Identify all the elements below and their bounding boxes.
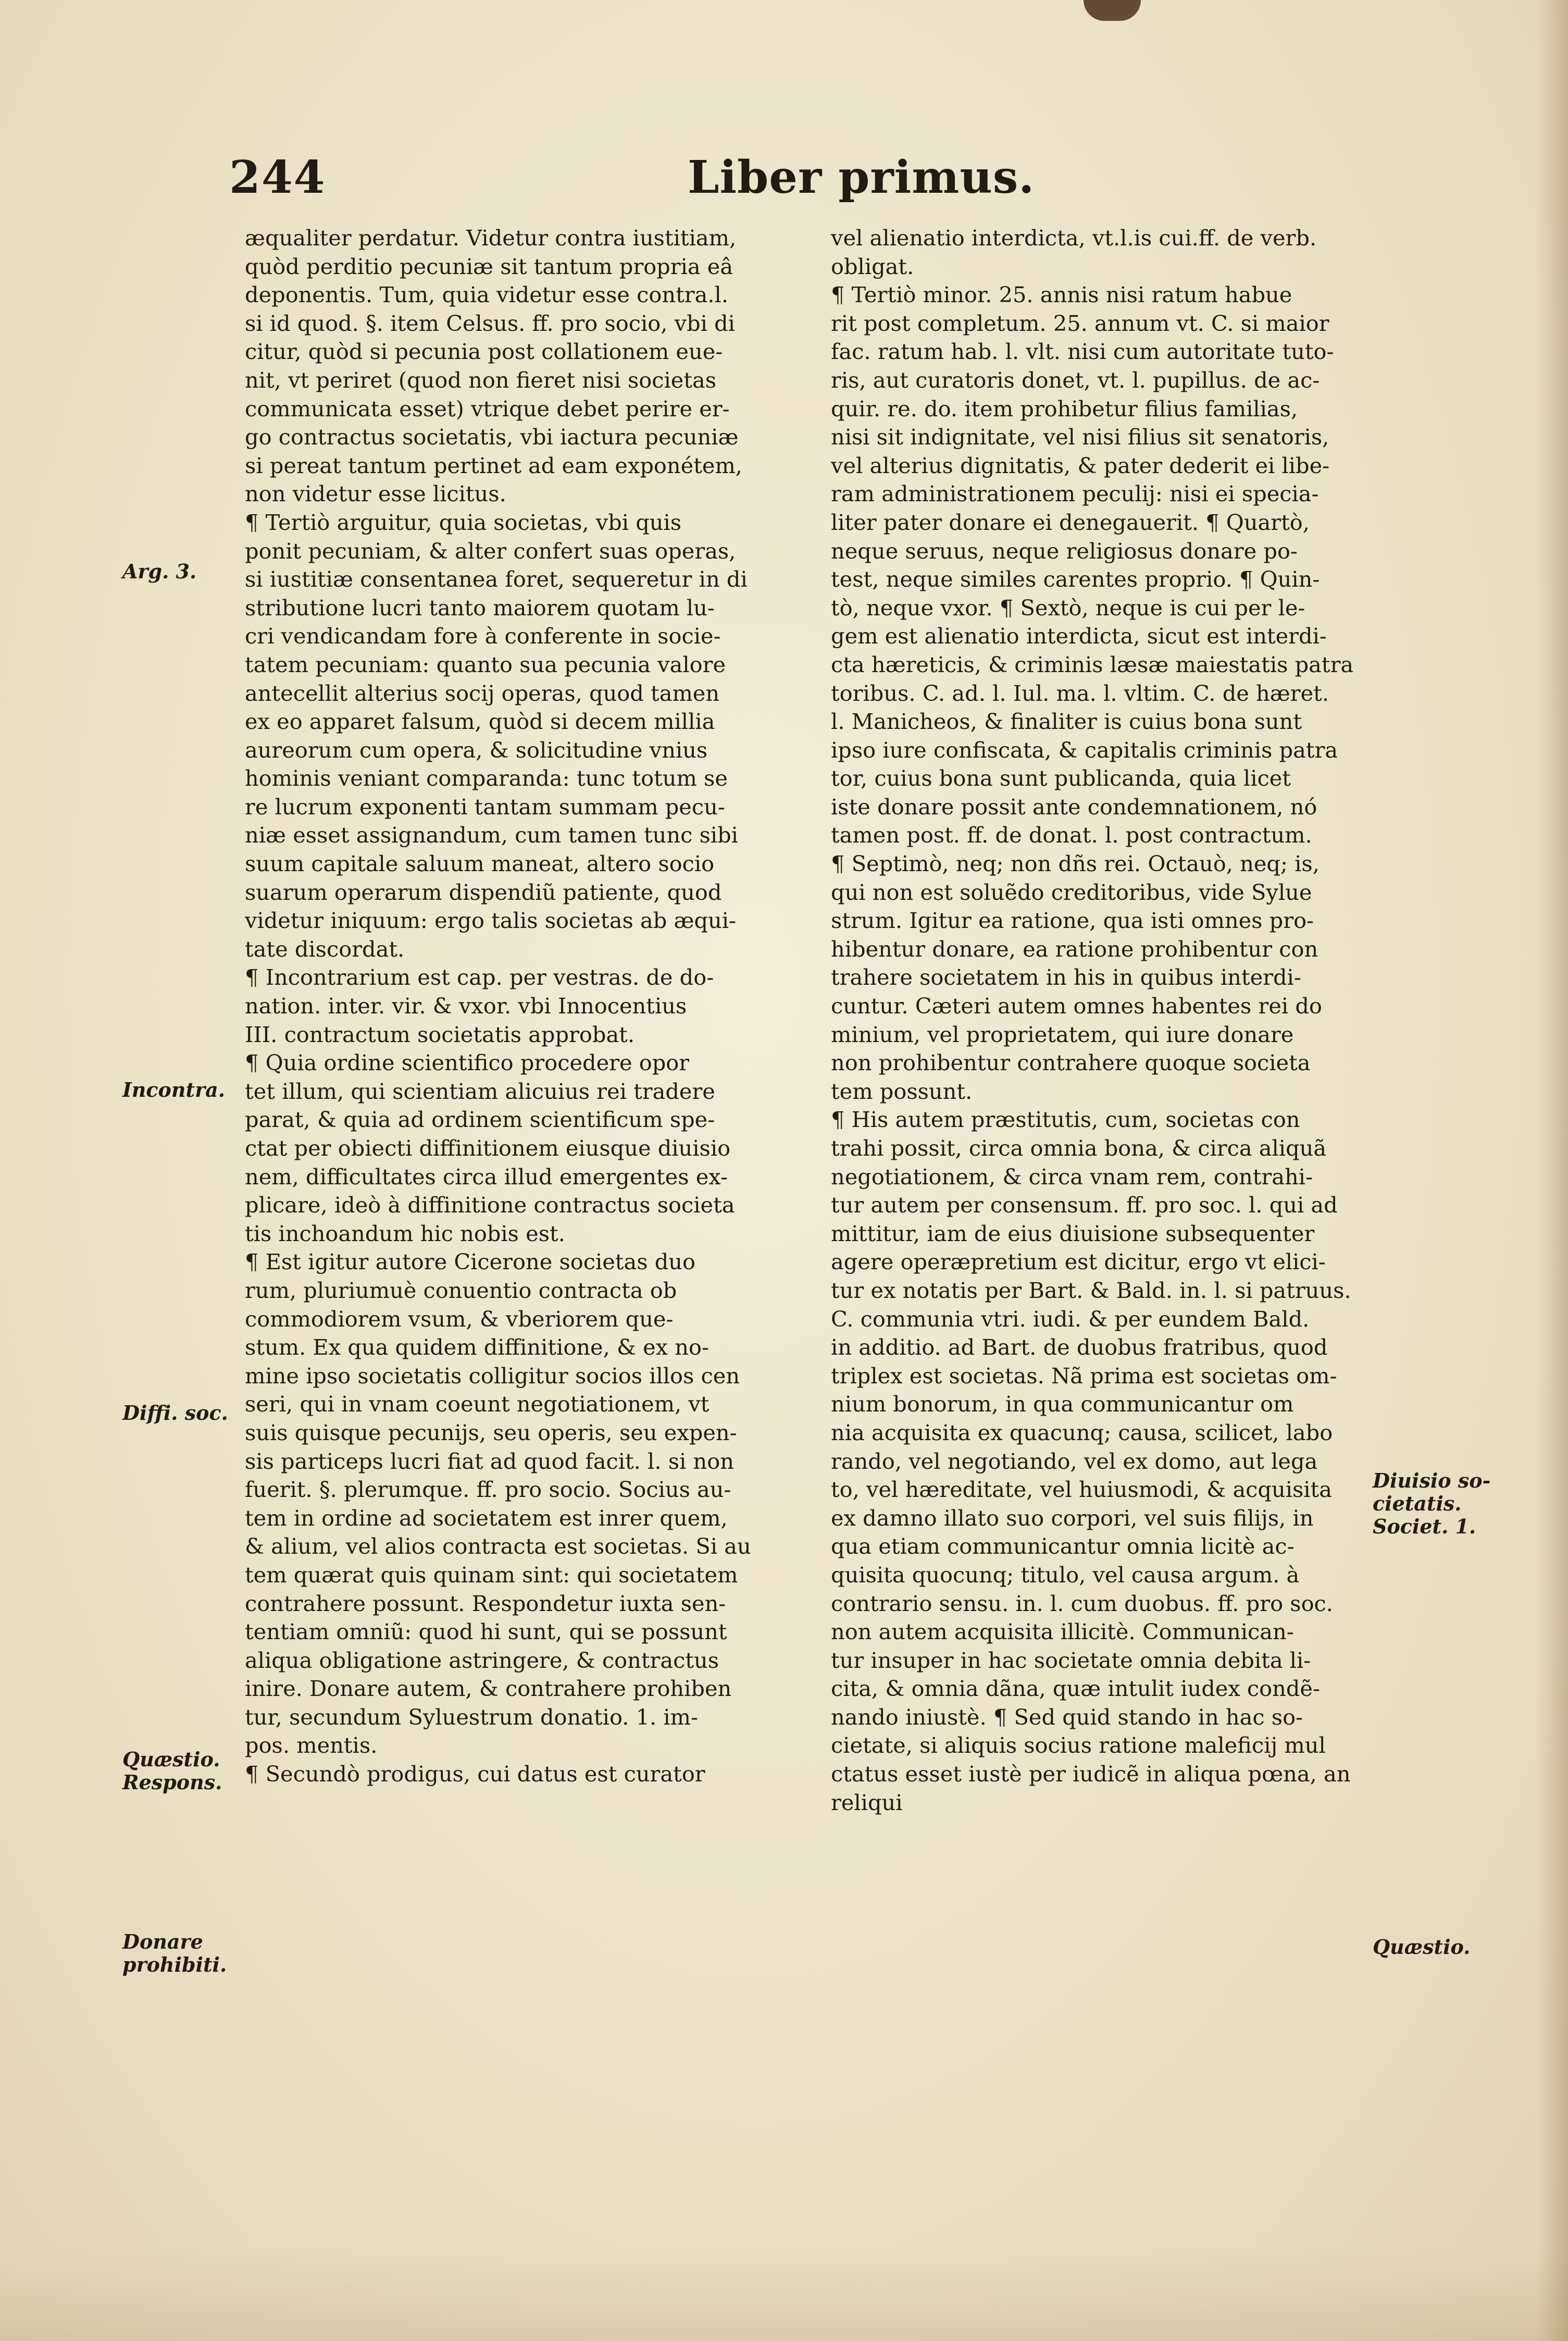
text-line: ¶ His autem præstitutis, cum, societas con: [831, 1107, 1300, 1133]
text-line: sis particeps lucri fiat ad quod facit. l. si non: [245, 1448, 734, 1474]
text-line: qua etiam communicantur omnia licitè ac-: [831, 1533, 1295, 1559]
text-line: nit, vt periret (quod non fieret nisi societas: [245, 367, 717, 393]
text-line: ¶ Septimò, neq; non dñs rei. Octauò, neq; is,: [831, 851, 1320, 877]
text-line: quir. re. do. item prohibetur filius familias,: [831, 395, 1298, 422]
text-line: ¶ Quia ordine scientifico procedere opor: [245, 1050, 690, 1076]
text-line: mine ipso societatis colligitur socios illos cen: [245, 1363, 740, 1389]
margin-note-diuisio-societatis: Diuisio so- cietatis. Societ. 1.: [1373, 1469, 1491, 1538]
text-line: parat, & quia ad ordinem scientificum spe-: [245, 1107, 715, 1133]
text-line: inire. Donare autem, & contrahere prohiben: [245, 1676, 732, 1702]
text-line: æqualiter perdatur. Videtur contra iustitiam,: [245, 225, 737, 251]
ink-stain: [1084, 0, 1141, 21]
text-line: tem quærat quis quinam sint: qui societatem: [245, 1562, 738, 1588]
text-line: ¶ Secundò prodigus, cui datus est curator: [245, 1761, 705, 1787]
text-line: tem in ordine ad societatem est inrer quem,: [245, 1505, 728, 1531]
text-line: nia acquisita ex quacunq; causa, scilicet, labo: [831, 1419, 1333, 1445]
text-line: agere operæpretium est dicitur, ergo vt elici-: [831, 1249, 1326, 1275]
text-line: nem, difficultates circa illud emergentes ex-: [245, 1163, 728, 1190]
text-line: qui non est soluẽdo creditoribus, vide Sylue: [831, 879, 1312, 905]
left-text-column: [245, 224, 751, 1789]
text-line: stributione lucri tanto maiorem quotam lu-: [245, 594, 715, 621]
text-line: negotiationem, & circa vnam rem, contrahi-: [831, 1163, 1313, 1190]
text-line: nisi sit indignitate, vel nisi filius sit senatoris,: [831, 424, 1329, 450]
text-line: antecellit alterius socij operas, quod tamen: [245, 680, 720, 706]
text-line: gem est alienatio interdicta, sicut est interdi-: [831, 623, 1327, 649]
text-line: cita, & omnia dãna, quæ intulit iudex condẽ-: [831, 1676, 1321, 1702]
text-line: citur, quòd si pecunia post collationem eue-: [245, 339, 723, 365]
text-line: tur autem per consensum. ff. pro soc. l. qui ad: [831, 1192, 1338, 1218]
page-number: 244: [229, 151, 326, 204]
text-line: ¶ Tertiò minor. 25. annis nisi ratum habue: [831, 282, 1292, 308]
text-line: tò, neque vxor. ¶ Sextò, neque is cui per le-: [831, 594, 1305, 621]
text-line: vel alienatio interdicta, vt.l.is cui.ff. de verb.: [831, 225, 1317, 251]
text-line: triplex est societas. Nã prima est societas om-: [831, 1363, 1337, 1389]
text-line: tem possunt.: [831, 1078, 973, 1104]
text-line: ram administrationem peculij: nisi ei specia-: [831, 481, 1319, 507]
text-line: si iustitiæ consentanea foret, sequeretur in di: [245, 566, 748, 592]
text-line: tur, secundum Syluestrum donatio. 1. im-: [245, 1704, 699, 1730]
text-line: obligat.: [831, 253, 914, 279]
text-line: ctat per obiecti diffinitionem eiusque diuisio: [245, 1135, 731, 1161]
text-line: ris, aut curatoris donet, vt. l. pupillus. de ac-: [831, 367, 1320, 393]
text-line: non prohibentur contrahere quoque societa: [831, 1050, 1311, 1076]
text-line: rit post completum. 25. annum vt. C. si maior: [831, 310, 1329, 336]
text-line: tate discordat.: [245, 936, 405, 962]
running-head: Liber primus.: [688, 151, 1035, 204]
text-line: seri, qui in vnam coeunt negotiationem, vt: [245, 1391, 710, 1417]
text-line: ipso iure confiscata, & capitalis criminis patra: [831, 737, 1338, 763]
text-line: quisita quocunq; titulo, vel causa argum. à: [831, 1562, 1300, 1588]
margin-note-incontra: Incontra.: [122, 1078, 225, 1101]
text-line: pos. mentis.: [245, 1732, 378, 1758]
text-line: commodiorem vsum, & vberiorem que-: [245, 1306, 674, 1332]
text-line: si pereat tantum pertinet ad eam exponétem,: [245, 452, 742, 478]
text-line: trahere societatem in his in quibus interdi-: [831, 964, 1301, 990]
text-line: toribus. C. ad. l. Iul. ma. l. vltim. C. de hæret.: [831, 680, 1329, 706]
text-line: tur insuper in hac societate omnia debita li-: [831, 1647, 1311, 1673]
text-line: contrahere possunt. Respondetur iuxta sen-: [245, 1590, 726, 1616]
text-line: reliqui: [831, 1789, 903, 1815]
text-line: vel alterius dignitatis, & pater dederit ei libe-: [831, 452, 1330, 478]
text-line: suum capitale saluum maneat, altero socio: [245, 851, 715, 877]
text-line: suarum operarum dispendiũ patiente, quod: [245, 879, 722, 905]
text-line: nando iniustè. ¶ Sed quid stando in hac so-: [831, 1704, 1303, 1730]
text-line: tamen post. ff. de donat. l. post contractum.: [831, 822, 1312, 848]
text-line: rando, vel negotiando, vel ex domo, aut lega: [831, 1448, 1318, 1474]
margin-note-donare-prohibiti: Donare prohibiti.: [122, 1930, 227, 1976]
text-line: cta hæreticis, & criminis læsæ maiestatis patra: [831, 651, 1354, 677]
text-line: minium, vel proprietatem, qui iure donare: [831, 1021, 1294, 1047]
text-line: communicata esset) vtrique debet perire er-: [245, 395, 730, 422]
text-line: iste donare possit ante condemnationem, nó: [831, 794, 1317, 820]
page-bottom-shade: [0, 2247, 1568, 2341]
text-line: hibentur donare, ea ratione prohibentur con: [831, 936, 1318, 962]
text-line: tet illum, qui scientiam alicuius rei tradere: [245, 1078, 715, 1104]
text-line: videtur iniquum: ergo talis societas ab æqui-: [245, 908, 737, 934]
text-line: test, neque similes carentes proprio. ¶ Quin-: [831, 566, 1320, 592]
text-line: C. communia vtri. iudi. & per eundem Bald.: [831, 1306, 1310, 1332]
margin-note-quaestio-right: Quæstio.: [1373, 1935, 1471, 1959]
text-line: plicare, ideò à diffinitione contractus societa: [245, 1192, 735, 1218]
text-line: neque seruus, neque religiosus donare po-: [831, 538, 1298, 564]
text-line: ¶ Incontrarium est cap. per vestras. de do-: [245, 964, 714, 990]
text-line: ¶ Tertiò arguitur, quia societas, vbi quis: [245, 509, 682, 535]
text-line: mittitur, iam de eius diuisione subsequenter: [831, 1220, 1315, 1246]
text-line: aureorum cum opera, & solicitudine vnius: [245, 737, 708, 763]
text-line: non videtur esse licitus.: [245, 481, 506, 507]
text-line: ex damno illato suo corpori, vel suis filijs, in: [831, 1505, 1314, 1531]
margin-note-quaestio-respons: Quæstio. Respons.: [122, 1748, 222, 1794]
text-line: cietate, si aliquis socius ratione maleficij mul: [831, 1732, 1326, 1758]
text-line: tis inchoandum hic nobis est.: [245, 1220, 565, 1246]
text-line: contrario sensu. in. l. cum duobus. ff. pro soc.: [831, 1590, 1333, 1616]
text-line: ponit pecuniam, & alter confert suas operas,: [245, 538, 736, 564]
text-line: go contractus societatis, vbi iactura pecuniæ: [245, 424, 739, 450]
text-line: cuntur. Cæteri autem omnes habentes rei do: [831, 993, 1322, 1019]
text-line: non autem acquisita illicitè. Communican-: [831, 1619, 1294, 1645]
text-line: si id quod. §. item Celsus. ff. pro socio, vbi di: [245, 310, 735, 336]
text-line: re lucrum exponenti tantam summam pecu-: [245, 794, 725, 820]
text-line: niæ esset assignandum, cum tamen tunc sibi: [245, 822, 738, 848]
text-line: ctatus esset iustè per iudicẽ in aliqua pœna, an: [831, 1761, 1351, 1787]
text-line: deponentis. Tum, quia videtur esse contra.l.: [245, 282, 729, 308]
text-line: to, vel hæreditate, vel huiusmodi, & acquisita: [831, 1477, 1332, 1503]
text-line: fac. ratum hab. l. vlt. nisi cum autoritate tuto-: [831, 339, 1334, 365]
text-line: aliqua obligatione astringere, & contractus: [245, 1647, 719, 1673]
text-line: & alium, vel alios contracta est societas. Si au: [245, 1533, 751, 1559]
text-line: tentiam omniũ: quod hi sunt, qui se possunt: [245, 1619, 727, 1645]
page-edge-shadow: [1537, 0, 1568, 2341]
text-line: suis quisque pecunijs, seu operis, seu expen-: [245, 1419, 737, 1445]
right-text-column: [831, 224, 1353, 1817]
text-line: cri vendicandam fore à conferente in socie-: [245, 623, 721, 649]
text-line: nium bonorum, in qua communicantur om: [831, 1391, 1294, 1417]
text-line: tatem pecuniam: quanto sua pecunia valore: [245, 651, 726, 677]
text-line: rum, pluriumuè conuentio contracta ob: [245, 1277, 677, 1303]
text-line: nation. inter. vir. & vxor. vbi Innocentius: [245, 993, 687, 1019]
text-line: fuerit. §. plerumque. ff. pro socio. Socius au-: [245, 1477, 731, 1503]
text-line: quòd perditio pecuniæ sit tantum propria eâ: [245, 253, 733, 279]
text-line: tor, cuius bona sunt publicanda, quia licet: [831, 765, 1291, 791]
text-line: trahi possit, circa omnia bona, & circa aliquã: [831, 1135, 1327, 1161]
margin-note-diffi-soc: Diffi. soc.: [122, 1401, 228, 1425]
text-line: liter pater donare ei denegauerit. ¶ Quartò,: [831, 509, 1310, 535]
text-line: ¶ Est igitur autore Cicerone societas duo: [245, 1249, 695, 1275]
text-line: stum. Ex qua quidem diffinitione, & ex no-: [245, 1334, 710, 1360]
text-line: III. contractum societatis approbat.: [245, 1021, 635, 1047]
text-line: in additio. ad Bart. de duobus fratribus, quod: [831, 1334, 1328, 1360]
text-line: hominis veniant comparanda: tunc totum se: [245, 765, 728, 791]
text-line: strum. Igitur ea ratione, qua isti omnes pro-: [831, 908, 1314, 934]
text-line: l. Manicheos, & finaliter is cuius bona sunt: [831, 709, 1302, 735]
margin-note-arg3: Arg. 3.: [122, 560, 197, 583]
text-line: ex eo apparet falsum, quòd si decem millia: [245, 709, 715, 735]
text-line: tur ex notatis per Bart. & Bald. in. l. si patruus.: [831, 1277, 1351, 1303]
